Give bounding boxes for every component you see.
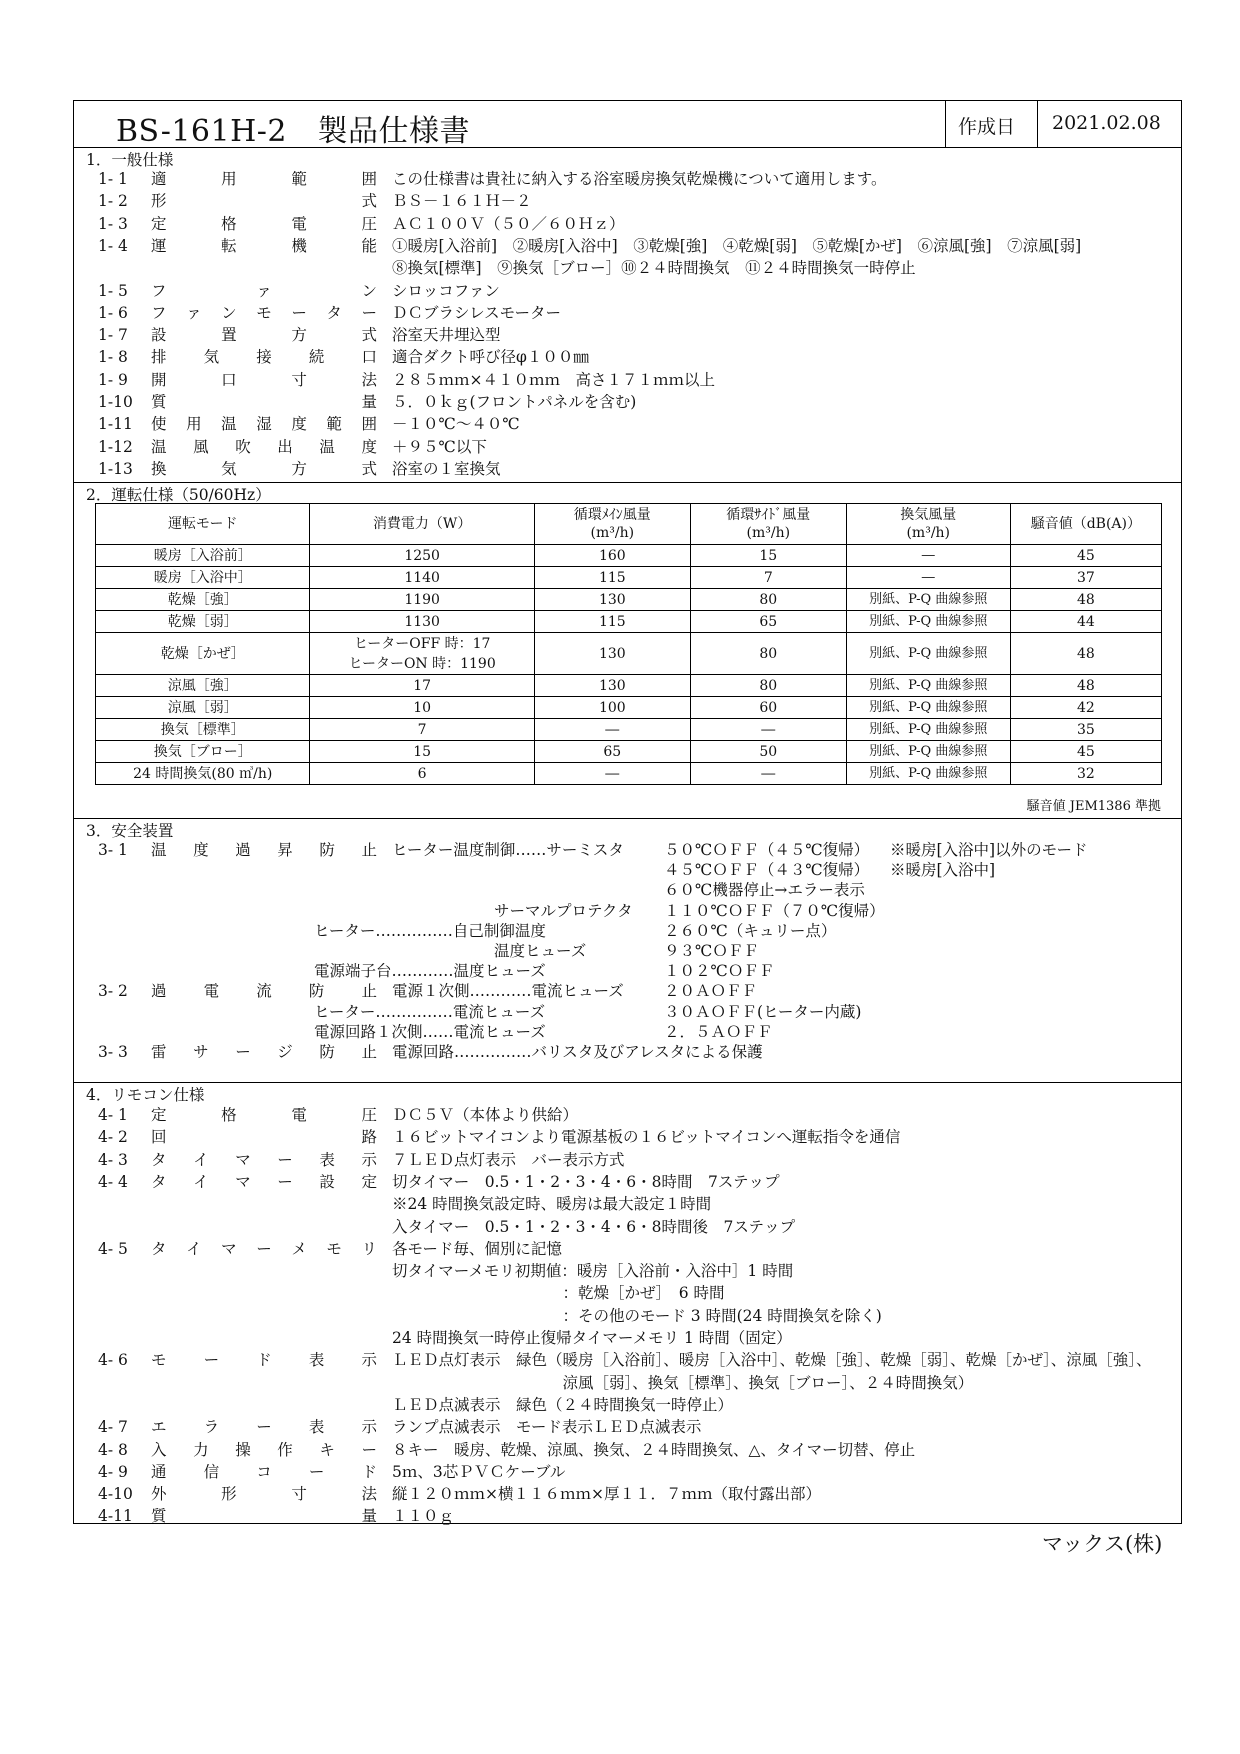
mode-cell: 涼風［強］ [96,675,310,697]
safety-setting: ２．５ＡＯＦＦ [664,1022,773,1041]
spec-label: 適 用 範 囲 [151,170,377,188]
spec-row [74,1260,1181,1282]
power-value: 1130 [404,613,440,630]
spec-row [74,1439,1181,1461]
spec-value: 24 時間換気一時停止復帰タイマーメモリ 1 時間（固定） [392,1329,792,1347]
noise-cell: 42 [1010,697,1161,719]
spec-number: 1-13 [98,459,133,478]
spec-label: 温 度 過 昇 防 止 [151,841,377,859]
vent-airflow-cell: 別紙、P-Q 曲線参照 [846,741,1010,763]
page-title: BS-161H-2 製品仕様書 [116,114,470,149]
mode-cell: 換気［ブロー］ [96,741,310,763]
header-text: 騒音値（dB(A)） [1030,516,1141,532]
power-cell [310,589,534,611]
spec-label: 排 気 接 続 口 [151,348,377,367]
spec-value: 縦１２０ｍｍ×横１１６ｍｍ×厚１１．７ｍｍ（取付露出部） [392,1485,821,1504]
power-value: ヒーターOFF 時：17 [353,635,491,652]
side-airflow-cell: 60 [690,697,846,719]
spec-value: シロッコファン [392,281,500,300]
noise-cell: 37 [1010,567,1161,589]
spec-number: 4- 5 [98,1239,128,1258]
spec-label: 使 用 温 湿 度 範 囲 [151,415,377,434]
vent-airflow-cell: 別紙、P-Q 曲線参照 [846,719,1010,741]
safety-setting: ２６０℃（キュリー点） [664,921,837,940]
noise-cell: 35 [1010,719,1161,741]
safety-setting: ５０℃ＯＦＦ（４５℃復帰） [664,841,870,859]
power-value: 7 [417,721,427,738]
safety-item-row [74,839,394,861]
spec-label: 外 形 寸 法 [151,1485,377,1504]
spec-value: ＤＣブラシレスモーター [392,303,562,322]
spec-value: ２８５ｍｍ×４１０ｍｍ 高さ１７１ｍｍ以上 [392,370,715,389]
spec-label: 雷 サ ー ジ 防 止 [151,1043,377,1061]
safety-component: 電源１次側…………電流ヒューズ [392,982,624,1001]
spec-label: 運 転 機 能 [151,236,377,255]
main-airflow-cell: 65 [534,741,690,763]
table-header-cell [310,504,534,545]
side-airflow-cell: 80 [690,633,846,675]
spec-row [74,1171,1181,1193]
mode-cell: 24 時間換気(80 ㎥/h) [96,763,310,785]
power-value: 17 [413,677,432,694]
spec-number: 1- 4 [98,236,128,255]
spec-row [74,1327,1181,1349]
side-airflow-cell: ― [690,763,846,785]
header-text: 運転モード [168,516,238,532]
spec-row [74,1282,1181,1304]
spec-row [74,168,1181,190]
vent-airflow-cell: ― [846,545,1010,567]
spec-row [74,213,1181,235]
main-airflow-cell: 160 [534,545,690,567]
remote-spec-section [74,1083,1181,1526]
spec-number: 1- 8 [98,348,128,367]
spec-label: 通 信 コ ー ド [151,1462,377,1481]
date-value-cell [1037,101,1184,147]
power-cell [310,741,534,763]
spec-label: フ ァ ン [151,281,377,300]
spec-number: 4- 3 [98,1150,128,1169]
spec-value: １１０ｇ [392,1507,455,1526]
spec-number: 3- 1 [98,841,128,859]
spec-label: 定 格 電 圧 [151,1106,377,1124]
power-value: 1190 [404,591,440,608]
spec-number: 4- 9 [98,1462,128,1481]
side-airflow-cell: 80 [690,589,846,611]
side-airflow-cell: ― [690,719,846,741]
spec-value: 浴室の１室換気 [392,459,501,478]
header-text: 循環ｻｲﾄﾞ風量 [726,507,811,523]
power-cell [310,675,534,697]
spec-number: 4-10 [98,1485,133,1504]
power-cell [310,545,534,567]
spec-row [74,391,1181,413]
spec-label: タ イ マ ー 設 定 [151,1172,377,1191]
spec-number: 1- 7 [98,326,128,345]
spec-value: ランプ点滅表示 モード表示ＬＥＤ点滅表示 [392,1418,702,1437]
safety-component: サーマルプロテクタ [494,901,633,920]
spec-value: 浴室天井埋込型 [392,326,501,345]
spec-label: 質 量 [151,1507,377,1526]
spec-label: 形 式 [151,192,377,211]
mode-cell: 換気［標準］ [96,719,310,741]
table-header-cell [846,504,1010,545]
spec-value: ⑧換気[標準] ⑨換気［ブロー］⑩２４時間換気 ⑪２４時間換気一時停止 [392,259,916,278]
vent-airflow-cell: 別紙、P-Q 曲線参照 [846,675,1010,697]
title-row [74,101,1181,148]
operation-spec-section [74,483,1181,819]
spec-value: 切タイマー 0.5・1・2・3・4・6・8時間 7ステップ [392,1172,780,1191]
noise-standard-note: 騒音値 JEM1386 準拠 [1026,799,1161,814]
spec-value: ５．０ｋｇ(フロントパネルを含む) [392,393,637,411]
spec-row [74,413,1181,435]
table-row [96,589,1162,611]
spec-row [74,1372,1181,1394]
vent-airflow-cell: ― [846,567,1010,589]
main-airflow-cell: 115 [534,567,690,589]
spec-label: タ イ マ ー 表 示 [151,1150,377,1169]
spec-value: ８キー 暖房、乾燥、涼風、換気、２４時間換気、△、タイマー切替、停止 [392,1440,916,1459]
mode-cell: 暖房［入浴前］ [96,545,310,567]
spec-value: １６ビットマイコンより電源基板の１６ビットマイコンへ運転指令を通信 [392,1128,901,1147]
power-cell [310,719,534,741]
spec-number: 1-12 [98,437,133,456]
power-value: 1140 [404,569,440,586]
spec-row [74,1305,1181,1327]
spec-row [74,1394,1181,1416]
spec-value: －１０℃～４０℃ [392,415,520,434]
safety-component: 温度ヒューズ [494,942,587,960]
main-airflow-cell: 130 [534,675,690,697]
spec-label: 過 電 流 防 止 [151,982,377,1001]
safety-item-row [74,980,394,1002]
power-cell [310,763,534,785]
vent-airflow-cell: 別紙、P-Q 曲線参照 [846,633,1010,675]
side-airflow-cell: 50 [690,741,846,763]
spec-number: 1- 1 [98,170,128,188]
spec-label: 設 置 方 式 [151,326,377,345]
vent-airflow-cell: 別紙、P-Q 曲線参照 [846,763,1010,785]
spec-row [74,1126,1181,1148]
spec-value: 涼風［弱］、換気［標準］、換気［ブロー］、２４時間換気） [392,1373,974,1392]
table-row [96,545,1162,567]
spec-number: 3- 2 [98,982,128,1001]
noise-cell: 45 [1010,741,1161,763]
noise-cell: 44 [1010,611,1161,633]
table-row [96,611,1162,633]
header-text: 換気風量 [900,507,957,523]
header-text: (m³/h) [590,525,635,541]
spec-number: 1-10 [98,393,133,411]
spec-value: ：その他のモード 3 時間(24 時間換気を除く) [392,1306,882,1325]
table-row [96,697,1162,719]
spec-number: 1-11 [98,415,133,434]
noise-cell: 48 [1010,589,1161,611]
spec-value: 各モード毎、個別に記憶 [392,1239,562,1258]
power-cell [310,633,534,675]
table-row [96,633,1162,675]
spec-number: 1- 3 [98,214,128,233]
spec-number: 3- 3 [98,1043,128,1061]
mode-cell: 乾燥［弱］ [96,611,310,633]
spec-number: 1- 2 [98,192,128,211]
safety-setting: １１０℃ＯＦＦ（７０℃復帰） [664,901,885,920]
section-title: 2．運転仕様（50/60Hz） [86,486,271,504]
spec-row [74,1349,1181,1371]
spec-row [74,1483,1181,1505]
table-row [96,719,1162,741]
spec-row [74,280,1181,302]
power-cell [310,611,534,633]
spec-value: ＬＥＤ点滅表示 緑色（２４時間換気一時停止） [392,1395,734,1414]
spec-row [74,1238,1181,1260]
spec-number: 4- 4 [98,1172,128,1191]
header-text: 循環ﾒｲﾝ風量 [573,507,651,523]
safety-setting: ４５℃ＯＦＦ（４３℃復帰） [664,861,870,880]
company-name: マックス(株) [1042,1532,1163,1556]
table-header-row [96,504,1162,545]
spec-row [74,346,1181,368]
spec-number: 1- 5 [98,281,128,300]
mode-cell: 乾燥［かぜ］ [96,633,310,675]
safety-component: ヒーター……………電流ヒューズ [314,1002,546,1021]
spec-row [74,1104,1181,1126]
safety-note: ※暖房[入浴中]以外のモード [890,841,1088,859]
power-value: 1250 [404,547,440,564]
spec-value: 切タイマーメモリ初期値：暖房［入浴前・入浴中］1 時間 [392,1262,794,1281]
header-text: (m³/h) [906,525,951,541]
date-label-cell [945,101,1038,147]
table-row [96,675,1162,697]
spec-value: ＡＣ１００Ｖ（５０／６０Ｈｚ） [392,214,625,233]
spec-number: 4- 7 [98,1418,128,1437]
safety-component: 電源回路１次側……電流ヒューズ [314,1022,546,1041]
power-value: ヒーターON 時：1190 [348,655,496,672]
main-airflow-cell: ― [534,719,690,741]
main-airflow-cell: ― [534,763,690,785]
safety-setting: ９３℃ＯＦＦ [664,942,759,960]
safety-component: ヒーター温度制御……サーミスタ [392,841,624,859]
safety-component: 電源回路……………バリスタ及びアレスタによる保護 [392,1043,763,1061]
spec-label: 質 量 [151,393,377,411]
spec-row [74,1461,1181,1483]
spec-value: ：乾燥［かぜ］ 6 時間 [392,1284,725,1303]
side-airflow-cell: 7 [690,567,846,589]
spec-value: ＬＥＤ点灯表示 緑色（暖房［入浴前］、暖房［入浴中］、乾燥［強］、乾燥［弱］、乾燥［かぜ］、涼風［強］、 [392,1351,1152,1370]
spec-value: 適合ダクト呼び径φ１００㎜ [392,348,589,367]
spec-value: ７ＬＥＤ点灯表示 バー表示方式 [392,1150,625,1169]
spec-label: モ ー ド 表 示 [151,1351,377,1370]
spec-row [74,190,1181,212]
spec-row [74,369,1181,391]
spec-label: タ イ マ ー メ モ リ [151,1239,377,1258]
safety-setting: ６０℃機器停止→エラー表示 [664,881,865,900]
power-value: 10 [413,699,432,716]
spec-row [74,436,1181,458]
power-value: 6 [417,765,427,782]
main-airflow-cell: 130 [534,589,690,611]
vent-airflow-cell: 別紙、P-Q 曲線参照 [846,611,1010,633]
main-airflow-cell: 115 [534,611,690,633]
table-header-cell [1010,504,1161,545]
spec-row [74,302,1181,324]
safety-setting: ２０ＡＯＦＦ [664,982,758,1001]
spec-value: ①暖房[入浴前] ②暖房[入浴中] ③乾燥[強] ④乾燥[弱] ⑤乾燥[かぜ] ⑥涼風[強] ⑦涼風[弱] [392,236,1082,255]
spec-label: フ ァ ン モ ー タ ー [151,303,377,322]
table-header-cell [96,504,310,545]
spec-value: ※24 時間換気設定時、暖房は最大設定１時間 [392,1195,712,1214]
spec-value: ＤＣ５Ｖ（本体より供給） [392,1106,579,1124]
spec-row [74,257,1181,279]
mode-cell: 涼風［弱］ [96,697,310,719]
spec-value: 5ｍ、3芯ＰＶＣケーブル [392,1462,566,1481]
noise-cell: 45 [1010,545,1161,567]
spec-number: 1- 6 [98,303,128,322]
noise-cell: 48 [1010,633,1161,675]
mode-cell: 乾燥［強］ [96,589,310,611]
spec-number: 4- 8 [98,1440,128,1459]
vent-airflow-cell: 別紙、P-Q 曲線参照 [846,697,1010,719]
general-spec-section [74,147,1181,483]
spec-value: 入タイマー 0.5・1・2・3・4・6・8時間後 7ステップ [392,1217,796,1236]
spec-number: 4- 2 [98,1128,128,1147]
spec-row [74,324,1181,346]
safety-setting: ３０ＡＯＦＦ(ヒーター内蔵) [664,1002,862,1021]
spec-sheet-frame [73,100,1182,1524]
spec-row [74,1416,1181,1438]
safety-component: 電源端子台…………温度ヒューズ [314,962,546,981]
spec-label: 開 口 寸 法 [151,370,377,389]
spec-label: 温 風 吹 出 温 度 [151,437,377,456]
spec-label: 定 格 電 圧 [151,214,377,233]
table-row [96,763,1162,785]
table-header-cell [690,504,846,545]
spec-number: 4-11 [98,1507,133,1526]
spec-row [74,1149,1181,1171]
safety-setting: １０２℃ＯＦＦ [664,962,775,981]
spec-number: 4- 6 [98,1351,128,1370]
noise-cell: 48 [1010,675,1161,697]
power-cell [310,567,534,589]
section-title: 3．安全装置 [86,822,174,840]
spec-row [74,458,1181,480]
spec-value: ＋９５℃以下 [392,437,487,456]
spec-label: 入 力 操 作 キ ー [151,1440,377,1459]
spec-row [74,1193,1181,1215]
power-value: 15 [413,743,432,760]
spec-row [74,235,1181,257]
operation-table [95,503,1162,785]
safety-item-row [74,1041,394,1063]
table-row [96,567,1162,589]
main-airflow-cell: 100 [534,697,690,719]
safety-component: ヒーター……………自己制御温度 [314,921,546,940]
side-airflow-cell: 80 [690,675,846,697]
table-header-cell [534,504,690,545]
main-airflow-cell: 130 [534,633,690,675]
spec-label: エ ラ ー 表 示 [151,1418,377,1437]
section-title: 1．一般仕様 [86,151,174,169]
date-label: 作成日 [958,116,1016,138]
spec-label: 回 路 [151,1128,377,1147]
side-airflow-cell: 65 [690,611,846,633]
header-text: (m³/h) [746,525,791,541]
noise-cell: 32 [1010,763,1161,785]
spec-value: この仕様書は貴社に納入する浴室暖房換気乾燥機について適用します。 [392,170,887,188]
mode-cell: 暖房［入浴中］ [96,567,310,589]
spec-number: 1- 9 [98,370,128,389]
spec-row [74,1505,1181,1527]
safety-section [74,819,1181,1083]
spec-value: ＢＳ－１６１Ｈ－２ [392,192,532,211]
spec-row [74,1216,1181,1238]
spec-label: 換 気 方 式 [151,459,377,478]
date-value: 2021.02.08 [1052,112,1161,134]
section-title: 4．リモコン仕様 [86,1086,205,1104]
spec-number: 4- 1 [98,1106,128,1124]
power-cell [310,697,534,719]
safety-note: ※暖房[入浴中] [890,861,996,880]
table-row [96,741,1162,763]
vent-airflow-cell: 別紙、P-Q 曲線参照 [846,589,1010,611]
header-text: 消費電力（W） [372,516,472,532]
side-airflow-cell: 15 [690,545,846,567]
